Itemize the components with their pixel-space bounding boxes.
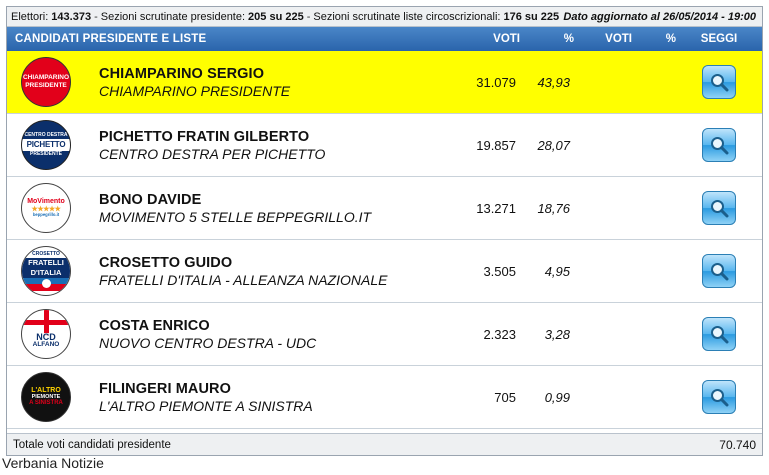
header-percent-2: % — [665, 33, 676, 45]
votes-value: 2.323 — [483, 326, 516, 342]
name-cell — [85, 318, 448, 351]
electors-value: 143.373 — [51, 10, 92, 23]
votes-value: 19.857 — [476, 137, 516, 153]
symbol-text-top: CHIAMPARINO — [22, 73, 70, 81]
watermark-text: Verbania Notizie — [2, 455, 104, 471]
symbol-text-bottom: ALFANO — [32, 341, 60, 349]
symbol-ncd-alfano-icon — [21, 309, 71, 359]
header-percent-1: % — [563, 33, 574, 45]
symbol-text-top: CROSETTO — [32, 250, 60, 257]
symbol-cell — [7, 309, 85, 359]
header-votes-2: VOTI — [605, 33, 632, 45]
percent-value: 3,28 — [544, 326, 570, 342]
sections-lists-label: Sezioni scrutinate liste circoscrizionali: — [313, 10, 501, 23]
name-cell — [85, 381, 448, 414]
votes-value: 3.505 — [483, 263, 516, 279]
candidate-name: COSTA ENRICO — [99, 317, 210, 334]
percent-value: 0,99 — [544, 389, 570, 405]
total-votes-label: Totale voti candidati presidente — [13, 438, 171, 451]
results-rows — [7, 51, 762, 433]
magnifier-icon[interactable] — [702, 65, 736, 99]
symbol-text-mid: NCD — [36, 331, 56, 342]
sections-lists-value: 176 su 225 — [503, 10, 560, 23]
info-separator-1: - — [94, 10, 98, 23]
symbol-flame-shape — [22, 278, 70, 291]
symbol-text-bottom: A SINISTRA — [29, 400, 63, 407]
symbol-cell — [7, 372, 85, 422]
symbol-fratelli-italia-icon — [21, 246, 71, 296]
table-footer — [7, 433, 762, 455]
info-separator-2: - — [306, 10, 311, 23]
seats-cell — [676, 191, 762, 225]
candidate-name: CROSETTO GUIDO — [99, 254, 233, 271]
symbol-cell — [7, 120, 85, 170]
percent-value: 4,95 — [544, 263, 570, 279]
symbol-stars: ★★★★★ — [31, 205, 61, 213]
symbol-text-band: PICHETTO — [22, 139, 70, 151]
seats-cell — [676, 317, 762, 351]
last-updated-text: Dato aggiornato al 26/05/2014 - 19:00 — [563, 10, 756, 23]
list-name: CHIAMPARINO PRESIDENTE — [99, 82, 291, 99]
votes-value: 705 — [494, 389, 516, 405]
symbol-cell — [7, 57, 85, 107]
symbol-text-top: CENTRO DESTRA — [24, 131, 68, 138]
symbol-chiamparino-icon — [21, 57, 71, 107]
symbol-text-mid: FRATELLI — [22, 258, 70, 268]
candidate-name: PICHETTO FRATIN GILBERTO — [99, 128, 310, 145]
name-cell — [85, 255, 448, 288]
symbol-text-bottom: PRESIDENTE — [25, 81, 67, 89]
symbol-altro-piemonte-sinistra-icon — [21, 372, 71, 422]
symbol-text-bottom: PRESIDENTE — [30, 151, 62, 158]
symbol-text-bottom: beppegrillo.it — [32, 212, 60, 218]
magnifier-icon[interactable] — [702, 191, 736, 225]
symbol-movimento-5-stelle-icon — [21, 183, 71, 233]
header-votes-1: VOTI — [493, 33, 520, 45]
symbol-pichetto-icon — [21, 120, 71, 170]
sections-president-value: 205 su 225 — [248, 10, 304, 23]
header-seats: SEGGI — [700, 33, 738, 45]
symbol-text-top: MoVimento — [27, 198, 65, 206]
magnifier-icon[interactable] — [702, 380, 736, 414]
seats-cell — [676, 254, 762, 288]
candidate-name: FILINGERI MAURO — [99, 380, 231, 397]
table-row[interactable] — [7, 240, 762, 303]
candidate-name: BONO DAVIDE — [99, 191, 202, 208]
magnifier-icon[interactable] — [702, 254, 736, 288]
symbol-text-top: L'ALTRO — [31, 387, 61, 395]
symbol-text-mid-2: D'ITALIA — [22, 268, 70, 278]
symbol-cell — [7, 183, 85, 233]
results-panel — [6, 6, 763, 456]
total-votes-value: 70.740 — [719, 437, 756, 452]
list-name: L'ALTRO PIEMONTE A SINISTRA — [99, 397, 313, 414]
percent-value: 28,07 — [537, 137, 570, 153]
table-row[interactable] — [7, 177, 762, 240]
list-name: MOVIMENTO 5 STELLE BEPPEGRILLO.IT — [99, 208, 372, 225]
table-row[interactable] — [7, 114, 762, 177]
seats-cell — [676, 128, 762, 162]
percent-value: 18,76 — [537, 200, 570, 216]
symbol-text-mid: PIEMONTE — [31, 393, 61, 400]
magnifier-icon[interactable] — [702, 317, 736, 351]
symbol-cell — [7, 246, 85, 296]
votes-value: 31.079 — [476, 74, 516, 90]
table-row[interactable] — [7, 366, 762, 429]
info-bar — [7, 7, 762, 27]
votes-value: 13.271 — [476, 200, 516, 216]
header-candidates-lists: CANDIDATI PRESIDENTE E LISTE — [15, 33, 207, 45]
table-row[interactable] — [7, 303, 762, 366]
name-cell — [85, 129, 448, 162]
seats-cell — [676, 65, 762, 99]
table-row[interactable] — [7, 51, 762, 114]
table-header — [7, 27, 762, 51]
list-name: FRATELLI D'ITALIA - ALLEANZA NAZIONALE — [99, 271, 388, 288]
magnifier-icon[interactable] — [702, 128, 736, 162]
name-cell — [85, 192, 448, 225]
electors-label: Elettori: — [11, 10, 49, 23]
seats-cell — [676, 380, 762, 414]
list-name: NUOVO CENTRO DESTRA - UDC — [99, 334, 317, 351]
percent-value: 43,93 — [537, 74, 570, 90]
sections-president-label: Sezioni scrutinate presidente: — [100, 10, 246, 23]
candidate-name: CHIAMPARINO SERGIO — [99, 65, 265, 82]
list-name: CENTRO DESTRA PER PICHETTO — [99, 145, 326, 162]
name-cell — [85, 66, 448, 99]
